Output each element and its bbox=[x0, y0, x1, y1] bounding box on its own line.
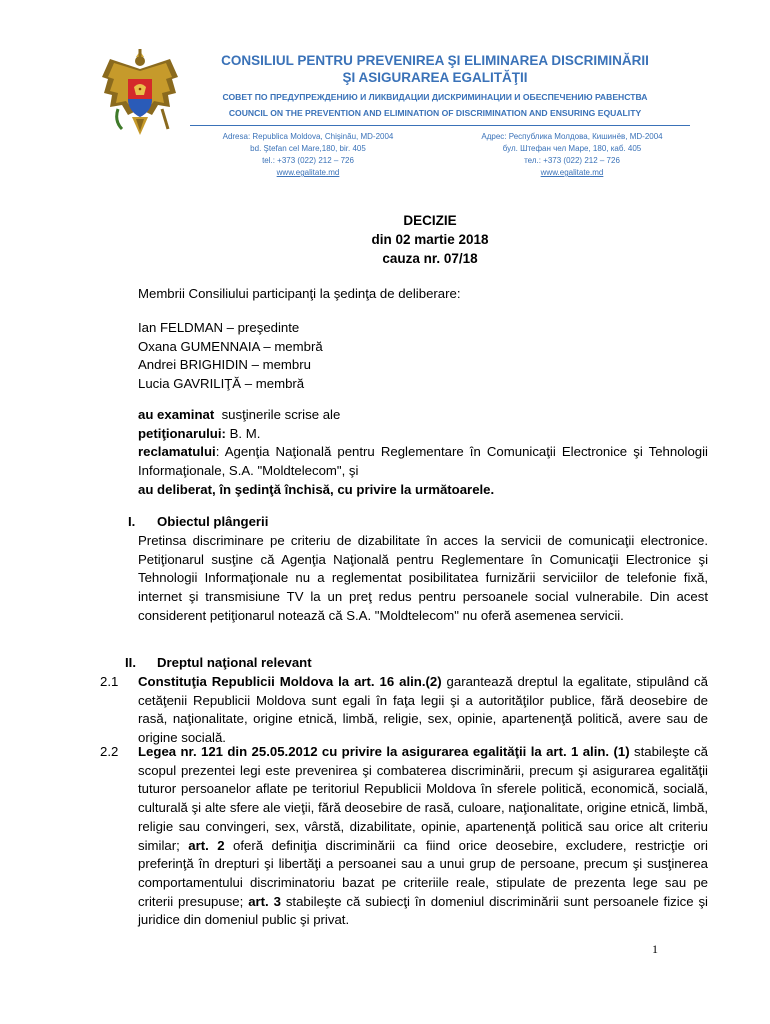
page-number: 1 bbox=[652, 942, 658, 956]
petitioner-label: petiţionarului: bbox=[138, 425, 226, 441]
article-reference: art. 3 bbox=[248, 893, 281, 909]
section-number: II. bbox=[125, 655, 136, 670]
examined-text: susţinerile scrise ale bbox=[221, 407, 341, 422]
parties-block bbox=[138, 406, 708, 500]
org-name-ro-line1: CONSILIUL PENTRU PREVENIREA ŞI ELIMINAREA DISCRIMINĂRII bbox=[221, 53, 649, 68]
website-link[interactable]: www.egalitate.md bbox=[540, 168, 604, 177]
petitioner-name: B. M. bbox=[229, 425, 261, 441]
paragraph-text: oferă definiţia discriminării ca fiind orice deosebire, excludere, restricţie ori preferinţă în drepturi şi libertăţi a persoanei sau a unui grup de persoane, precum şi susţinerea comportamentului discriminatoriu bazat pe criteriile reale, stipulate de prezenta lege sau pe criterii presupuse; bbox=[138, 837, 708, 909]
paragraph-number: 2.2 bbox=[100, 744, 119, 759]
member-item: Ian FELDMAN – preşedinte bbox=[138, 320, 300, 335]
paragraph-text: garantează dreptul la egalitate, stipulând că cetăţenii Republicii Moldova sunt egali în faţa legii şi a autorităţilor publice, fără deosebire de rasă, naţionalitate, origine etnică, limbă, religie, sex, opinie, apartenenţă politică, avere sau de origine socială. bbox=[138, 674, 708, 746]
section-heading: Dreptul naţional relevant bbox=[157, 655, 312, 670]
title-date: din 02 martie 2018 bbox=[371, 232, 489, 247]
org-name-ro-line2: ŞI ASIGURAREA EGALITĂŢII bbox=[342, 70, 528, 85]
address-block-ru bbox=[452, 131, 692, 179]
paragraph-number: 2.1 bbox=[100, 674, 119, 689]
respondent-text: : Agenţia Naţională pentru Reglementare în Comunicaţii Electronice şi Tehnologii Informaţionale, S.A. "Moldtelecom", şi bbox=[138, 444, 708, 479]
address-line: bd. Ştefan cel Mare,180, bir. 405 bbox=[250, 144, 366, 153]
section-paragraph: Pretinsa discriminare pe criteriu de dizabilitate în acces la servicii de comunicaţii electronice. Petiţionarul susţine că Agenţia Naţională pentru Reglementare în Comunicaţii Electronice şi Tehnologii Informaţionale nu a reglementat posibilitatea furnizării serviciilor de telefonie fixă, internet şi transmisiune TV la un preţ redus pentru persoanele social vulnerabile. Din acest considerent petiţionarul notează că S.A. "Moldtelecom" nu oferă asemenea servicii. bbox=[138, 533, 708, 623]
address-block-ro bbox=[188, 131, 428, 179]
member-item: Lucia GAVRILIŢĂ – membră bbox=[138, 376, 305, 392]
paragraph-text: stabileşte că subiecţi în domeniul discriminării sunt persoanele fizice şi juridice din domeniul public şi privat. bbox=[138, 893, 708, 928]
phone-line: тел.: +373 (022) 212 – 726 bbox=[524, 156, 620, 165]
address-line: Адрес: Республика Молдова, Кишинёв, MD-2004 bbox=[481, 132, 663, 141]
members-list bbox=[138, 319, 718, 394]
phone-line: tel.: +373 (022) 212 – 726 bbox=[262, 156, 354, 165]
title-line: DECIZIE bbox=[403, 213, 457, 228]
member-item: Andrei BRIGHIDIN – membru bbox=[138, 357, 311, 373]
address-line: Adresa: Republica Moldova, Chişinău, MD-2004 bbox=[222, 132, 394, 141]
section-heading: Obiectul plângerii bbox=[157, 514, 269, 529]
respondent-label: reclamatului bbox=[138, 444, 216, 460]
org-name-ro bbox=[200, 52, 670, 86]
deliberated-text: au deliberat, în şedinţă închisă, cu privire la următoarele. bbox=[138, 481, 495, 497]
coat-of-arms-icon bbox=[100, 49, 180, 141]
intro-text: Membrii Consiliului participanţi la şedinţa de deliberare: bbox=[138, 286, 461, 301]
section-number: I. bbox=[128, 514, 136, 529]
member-item: Oxana GUMENNAIA – membră bbox=[138, 338, 323, 354]
header-divider bbox=[190, 125, 690, 126]
decision-title bbox=[250, 211, 610, 268]
section-paragraph bbox=[138, 743, 708, 930]
examined-label: au examinat bbox=[138, 407, 215, 422]
title-case: cauza nr. 07/18 bbox=[382, 251, 478, 266]
legal-reference: Constituţia Republicii Moldova la art. 16 alin.(2) bbox=[138, 674, 442, 689]
website-link[interactable]: www.egalitate.md bbox=[276, 168, 340, 177]
address-line: бул. Штефан чел Маре, 180, каб. 405 bbox=[502, 144, 642, 153]
article-reference: art. 2 bbox=[188, 837, 225, 853]
org-name-en: COUNCIL ON THE PREVENTION AND ELIMINATION OF DISCRIMINATION AND ENSURING EQUALITY bbox=[228, 108, 642, 118]
section-paragraph bbox=[138, 673, 708, 748]
legal-reference: Legea nr. 121 din 25.05.2012 cu privire la asigurarea egalităţii la art. 1 alin. (1) bbox=[138, 744, 630, 759]
paragraph-text: stabileşte că scopul prezentei legi este prevenirea şi combaterea discriminării, precum şi asigurarea egalităţii tuturor persoanelor aflate pe teritoriul Republicii Moldova în sferele politică, economică, socială, culturală şi alte sfere ale vieţii, fără deosebire de rasă, culoare, naţionalitate, origine etnică, limbă, religie sau convingeri, sex, vârstă, dizabilitate, opinie, apartenenţă politică sau orice alt criteriu similar; bbox=[138, 744, 709, 853]
org-name-ru: СОВЕТ ПО ПРЕДУПРЕЖДЕНИЮ И ЛИКВИДАЦИИ ДИСКРИМИНАЦИИ И ОБЕСПЕЧЕНИЮ РАВЕНСТВА bbox=[222, 92, 648, 102]
